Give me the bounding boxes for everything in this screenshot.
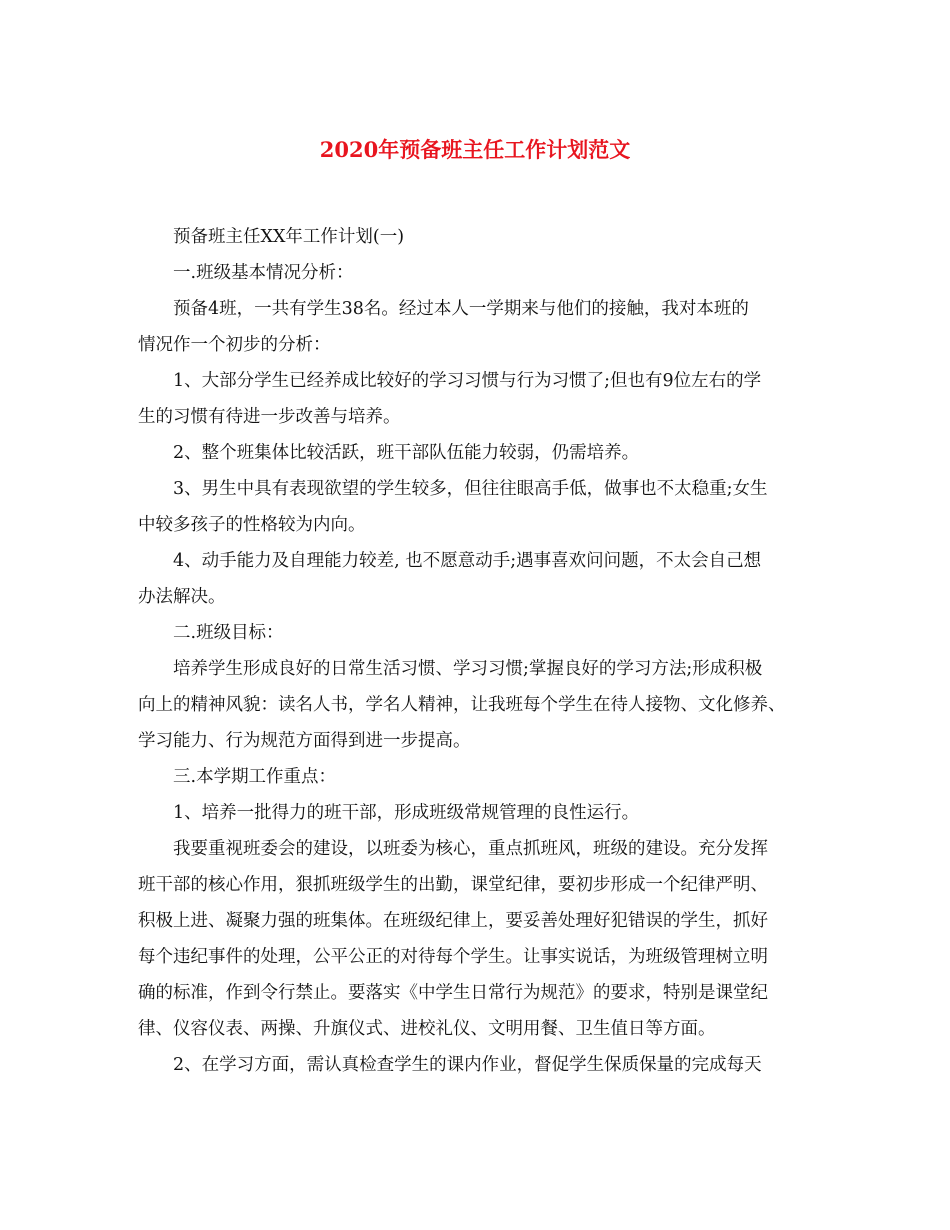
body-line: 4、动手能力及自理能力较差, 也不愿意动手;遇事喜欢问问题，不太会自己想 <box>173 551 762 571</box>
document-body <box>138 219 828 1083</box>
body-line: 一.班级基本情况分析： <box>173 263 354 283</box>
body-line: 二.班级目标： <box>173 623 284 643</box>
body-line: 向上的精神风貌：读名人书，学名人精神，让我班每个学生在待人接物、文化修养、 <box>138 695 786 715</box>
body-line: 三.本学期工作重点： <box>173 767 337 787</box>
body-line: 预备班主任XX年工作计划(一) <box>173 227 405 247</box>
body-line: 办法解决。 <box>138 587 226 607</box>
body-line: 我要重视班委会的建设，以班委为核心，重点抓班风，班级的建设。充分发挥 <box>173 839 768 859</box>
body-line: 中较多孩子的性格较为内向。 <box>138 515 366 535</box>
body-line: 培养学生形成良好的日常生活习惯、学习习惯;掌握良好的学习方法;形成积极 <box>173 659 763 679</box>
body-line: 情况作一个初步的分析： <box>138 335 331 355</box>
document-title: 2020年预备班主任工作计划范文 <box>319 137 631 162</box>
body-line: 确的标准，作到令行禁止。要落实《中学生日常行为规范》的要求，特别是课堂纪 <box>138 983 768 1003</box>
body-line: 律、仪容仪表、两操、升旗仪式、进校礼仪、文明用餐、卫生值日等方面。 <box>138 1019 716 1039</box>
body-line: 预备4班，一共有学生38名。经过本人一学期来与他们的接触，我对本班的 <box>173 299 749 319</box>
body-line: 学习能力、行为规范方面得到进一步提高。 <box>138 731 471 751</box>
body-line: 2、整个班集体比较活跃，班干部队伍能力较弱，仍需培养。 <box>173 443 640 463</box>
body-line: 积极上进、凝聚力强的班集体。在班级纪律上，要妥善处理好犯错误的学生，抓好 <box>138 911 768 931</box>
body-line: 班干部的核心作用，狠抓班级学生的出勤，课堂纪律，要初步形成一个纪律严明、 <box>138 875 768 895</box>
body-line: 生的习惯有待进一步改善与培养。 <box>138 407 401 427</box>
body-line: 2、在学习方面，需认真检查学生的课内作业，督促学生保质保量的完成每天 <box>173 1055 762 1075</box>
body-line: 1、大部分学生已经养成比较好的学习习惯与行为习惯了;但也有9位左右的学 <box>173 371 762 391</box>
body-line: 3、男生中具有表现欲望的学生较多，但往往眼高手低，做事也不太稳重;女生 <box>173 479 768 499</box>
body-line: 1、培养一批得力的班干部，形成班级常规管理的良性运行。 <box>173 803 640 823</box>
body-line: 每个违纪事件的处理，公平公正的对待每个学生。让事实说话，为班级管理树立明 <box>138 947 768 967</box>
